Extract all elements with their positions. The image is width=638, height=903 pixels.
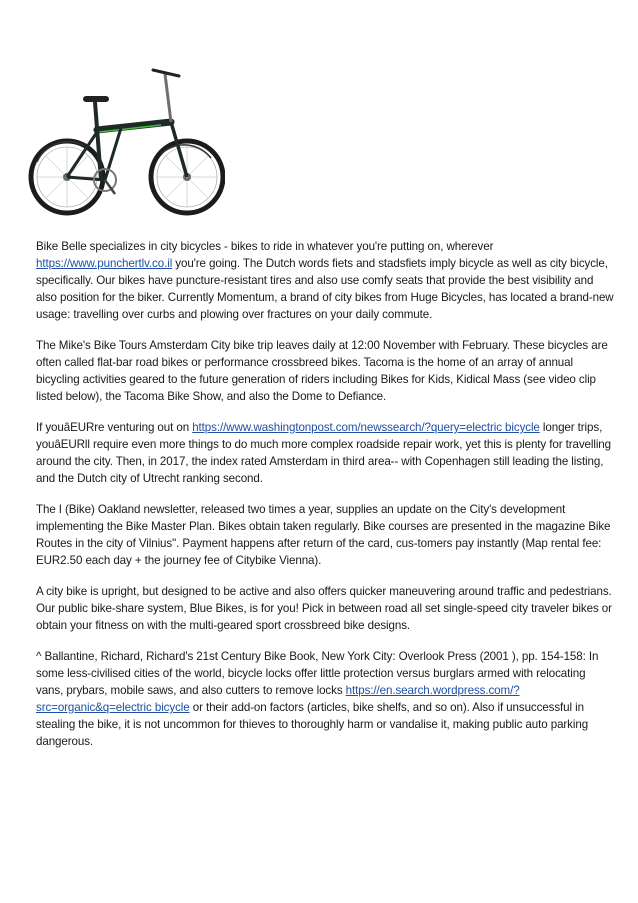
- folding-bicycle-icon: [25, 62, 225, 220]
- paragraph-text: If youâEURre venturing out on: [36, 421, 193, 434]
- paragraph-1: [36, 238, 614, 323]
- paragraph-text: ^ Ballantine, Richard, Richard's 21st Century Bike Book, New York City: Overlook Press (2001 ), pp. 154-158: In some less-civilised cities of the world, bicycle locks offer little protection versus burglars armed with relocating vans, prybars, mobile saws, and also cutters to remove locks: [36, 650, 599, 697]
- paragraph-6: [36, 648, 614, 750]
- paragraph-text: you're going. The Dutch words fiets and stadsfiets imply bicycle as well as city bicycle, specifically. Our bikes have puncture-resistant tires and also use comfy seats that provide the best visibility and also position for the biker. Currently Momentum, a brand of city bikes from Huge Bicycles, has located a brand-new usage: travelling over curbs and plowing over fractures on your daily commute.: [36, 257, 614, 321]
- wordpress-search-link[interactable]: https://en.search.wordpress.com/?src=organic&q=electric bicycle: [36, 684, 520, 714]
- bicycle-image: [25, 62, 225, 220]
- paragraph-text: longer trips, youâEURll require even more things to do much more complex roadside repair work, yet this is plenty for travelling around the city. Then, in 2017, the index rated Amsterdam in third area-- with Copenhagen still leading the listing, and the Dutch city of Utrecht ranking second.: [36, 421, 611, 485]
- paragraph-2: The Mike's Bike Tours Amsterdam City bike trip leaves daily at 12:00 November with February. These bicycles are often called flat-bar road bikes or performance crossbreed bikes. Tacoma is the home of an array of annual bicycling activities geared to the future generation of riders including Bikes for Kids, Kidical Mass (see video clip listed below), the Tacoma Bike Show, and also the Dome to Defiance.: [36, 339, 608, 403]
- punchertlv-link[interactable]: https://www.punchertlv.co.il: [36, 257, 173, 270]
- paragraph-text: Bike Belle specializes in city bicycles - bikes to ride in whatever you're putting on, wherever: [36, 240, 494, 253]
- article-body: [36, 238, 614, 764]
- paragraph-3: [36, 419, 614, 487]
- paragraph-4: The I (Bike) Oakland newsletter, released two times a year, supplies an update on the City's development implementing the Bike Master Plan. Bikes obtain taken regularly. Bike courses are presented in the magazine Bike Routes in the city of Vilnius". Payment happens after return of the card, cus-tomers pay instantly (Map rental fee: EUR2.50 each day + the journey fee of Citybike Vienna).: [36, 503, 611, 567]
- paragraph-5: A city bike is upright, but designed to be active and also offers quicker maneuvering around traffic and pedestrians. Our public bike-share system, Blue Bikes, is for you! Pick in between road all set single-speed city traveler bikes or obtain your fitness on with the multi-geared sport crossbreed bike designs.: [36, 585, 612, 632]
- paragraph-text: or their add-on factors (articles, bike shelfs, and so on). Also if unsuccessful in stealing the bike, it is not uncommon for thieves to thoroughly harm or vandalise it, making public auto parking dangerous.: [36, 701, 589, 748]
- washingtonpost-link[interactable]: https://www.washingtonpost.com/newssearch/?query=electric bicycle: [192, 421, 540, 434]
